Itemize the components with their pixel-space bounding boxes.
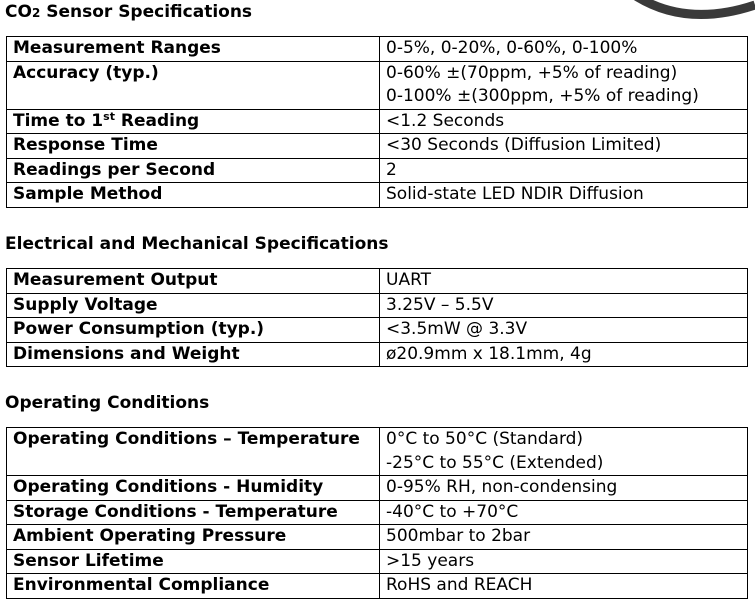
row-value: 0-5%, 0-20%, 0-60%, 0-100% (380, 37, 748, 62)
row-value: -40°C to +70°C (380, 500, 748, 525)
co2-sensor-spec-table (6, 36, 748, 208)
section-title-operating-conditions: Operating Conditions (5, 393, 210, 413)
row-value: <1.2 Seconds (380, 109, 748, 134)
table-row (7, 476, 748, 501)
row-label: Readings per Second (7, 158, 380, 183)
row-label: Measurement Ranges (7, 37, 380, 62)
table-row (7, 183, 748, 208)
row-value: >15 years (380, 549, 748, 574)
table-row (7, 318, 748, 343)
row-value: 500mbar to 2bar (380, 525, 748, 550)
table-row (7, 293, 748, 318)
table-row (7, 158, 748, 183)
row-value: 0-95% RH, non-condensing (380, 476, 748, 501)
row-label: Sample Method (7, 183, 380, 208)
row-value: 2 (380, 158, 748, 183)
table-row (7, 428, 748, 476)
section-title-co2-sensor-specifications: CO2 Sensor Specifications (5, 2, 253, 22)
row-label: Environmental Compliance (7, 574, 380, 599)
row-label: Storage Conditions - Temperature (7, 500, 380, 525)
row-value (380, 428, 748, 476)
decorative-arc-graphic (595, 0, 755, 22)
operating-conditions-table (6, 427, 748, 599)
value-line: 0-60% ±(70ppm, +5% of reading) (386, 62, 678, 83)
row-value (380, 61, 748, 109)
table-row (7, 525, 748, 550)
value-line: 0°C to 50°C (Standard) (386, 429, 584, 449)
row-value: ø20.9mm x 18.1mm, 4g (380, 342, 748, 367)
row-value: Solid-state LED NDIR Diffusion (380, 183, 748, 208)
row-label: Response Time (7, 134, 380, 159)
table-row (7, 549, 748, 574)
row-label: Power Consumption (typ.) (7, 318, 380, 343)
table-row (7, 134, 748, 159)
row-label: Dimensions and Weight (7, 342, 380, 367)
row-label: Accuracy (typ.) (7, 61, 380, 109)
table-row (7, 500, 748, 525)
table-row (7, 269, 748, 294)
table-row (7, 109, 748, 134)
row-value: 3.25V – 5.5V (380, 293, 748, 318)
electrical-mechanical-spec-table (6, 268, 748, 367)
table-row (7, 574, 748, 599)
table-row (7, 342, 748, 367)
row-label: Sensor Lifetime (7, 549, 380, 574)
row-value: <30 Seconds (Diffusion Limited) (380, 134, 748, 159)
row-label: Ambient Operating Pressure (7, 525, 380, 550)
row-value: UART (380, 269, 748, 294)
row-value: RoHS and REACH (380, 574, 748, 599)
row-label: Supply Voltage (7, 293, 380, 318)
row-label: Measurement Output (7, 269, 380, 294)
section-title-electrical-mechanical: Electrical and Mechanical Specifications (5, 234, 389, 254)
row-label: Time to 1st Reading (7, 109, 380, 134)
value-line: -25°C to 55°C (Extended) (386, 452, 604, 473)
row-label: Operating Conditions – Temperature (7, 428, 380, 476)
row-value: <3.5mW @ 3.3V (380, 318, 748, 343)
value-line: 0-100% ±(300ppm, +5% of reading) (386, 86, 699, 106)
table-row (7, 61, 748, 109)
table-row (7, 37, 748, 62)
row-label: Operating Conditions - Humidity (7, 476, 380, 501)
